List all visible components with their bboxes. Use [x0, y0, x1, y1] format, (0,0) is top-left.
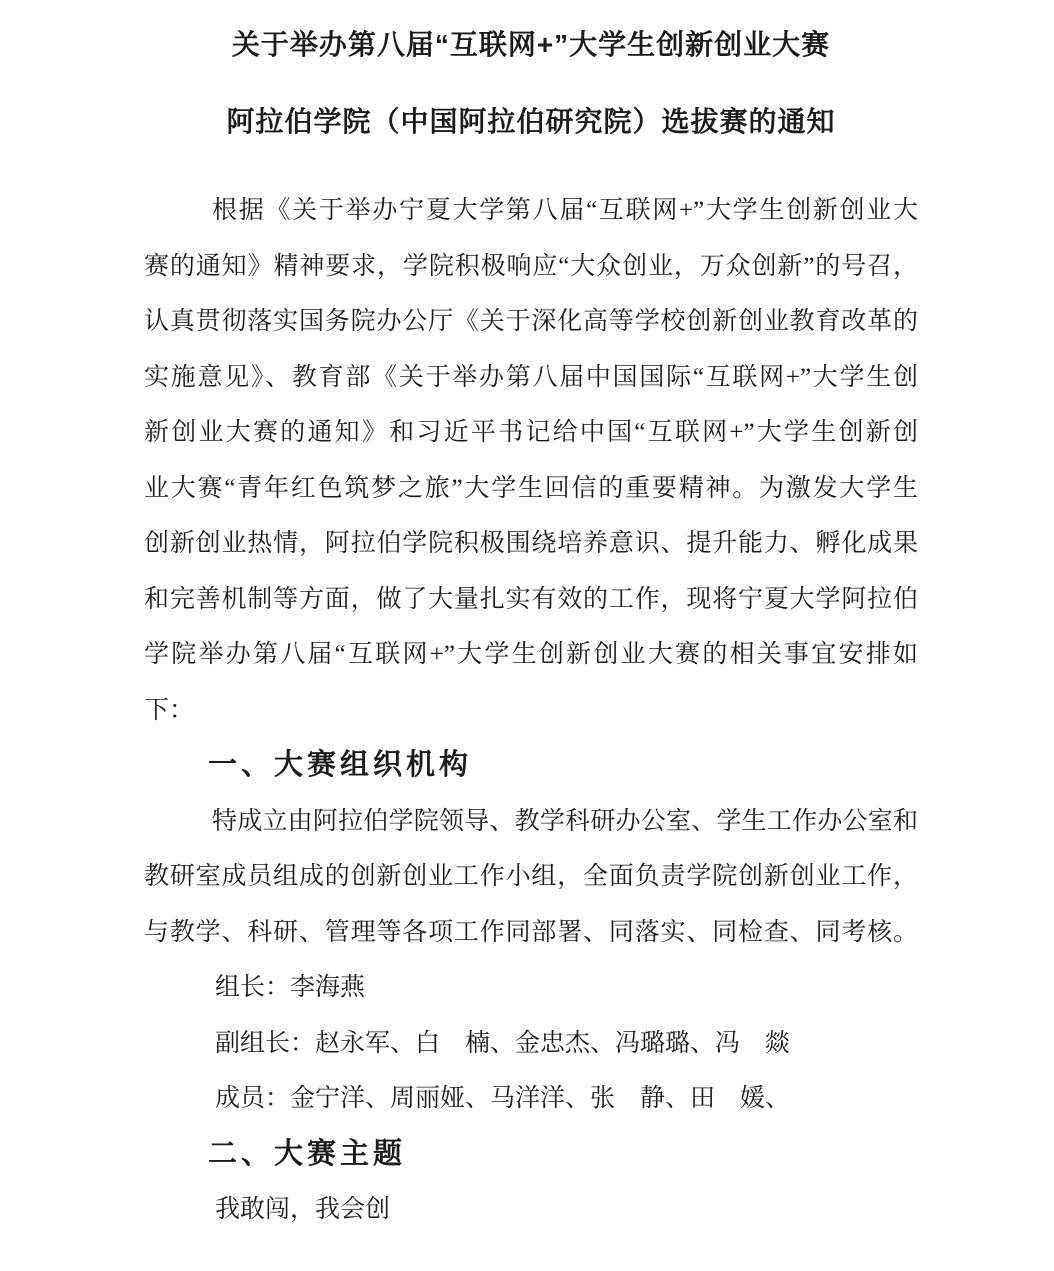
- competition-theme-line: 我敢闯，我会创: [215, 1196, 391, 1223]
- section-2-heading: 二、大赛主题: [208, 1137, 407, 1170]
- document-title-line-1: 关于举办第八届“互联网+”大学生创新创业大赛: [231, 29, 831, 60]
- section-1-paragraph-line: 与教学、科研、管理等各项工作同部署、同落实、同检查、同考核。: [144, 918, 918, 946]
- intro-line: 根据《关于举办宁夏大学第八届“互联网+”大学生创新创业大: [212, 197, 918, 224]
- intro-line: 新创业大赛的通知》和习近平书记给中国“互联网+”大学生创新创: [144, 419, 918, 446]
- intro-line: 下：: [144, 696, 195, 724]
- document-title-line-2: 阿拉伯学院（中国阿拉伯研究院）选拔赛的通知: [226, 106, 836, 137]
- intro-line: 赛的通知》精神要求，学院积极响应“大众创业，万众创新”的号召，: [144, 252, 918, 280]
- intro-line: 学院举办第八届“互联网+”大学生创新创业大赛的相关事宜安排如: [144, 641, 918, 668]
- group-leader-line: 组长：李海燕: [215, 974, 366, 1001]
- intro-line: 和完善机制等方面，做了大量扎实有效的工作，现将宁夏大学阿拉伯: [144, 585, 918, 613]
- intro-line: 认真贯彻落实国务院办公厅《关于深化高等学校创新创业教育改革的: [144, 308, 918, 335]
- section-1-paragraph-line: 特成立由阿拉伯学院领导、教学科研办公室、学生工作办公室和: [212, 807, 918, 835]
- intro-line: 创新创业热情，阿拉伯学院积极围绕培养意识、提升能力、孵化成果: [144, 530, 918, 557]
- intro-line: 业大赛“青年红色筑梦之旅”大学生回信的重要精神。为激发大学生: [144, 474, 918, 502]
- deputy-group-leader-line: 副组长：赵永军、白 楠、金忠杰、冯璐璐、冯 燚: [215, 1029, 791, 1057]
- members-line: 成员：金宁洋、周丽娅、马洋洋、张 静、田 媛、: [215, 1085, 791, 1112]
- section-1-heading: 一、大赛组织机构: [208, 749, 473, 781]
- intro-line: 实施意见》、教育部《关于举办第八届中国国际“互联网+”大学生创: [144, 363, 918, 391]
- section-1-paragraph-line: 教研室成员组成的创新创业工作小组，全面负责学院创新创业工作，: [144, 863, 918, 890]
- document-content: [144, 0, 918, 1238]
